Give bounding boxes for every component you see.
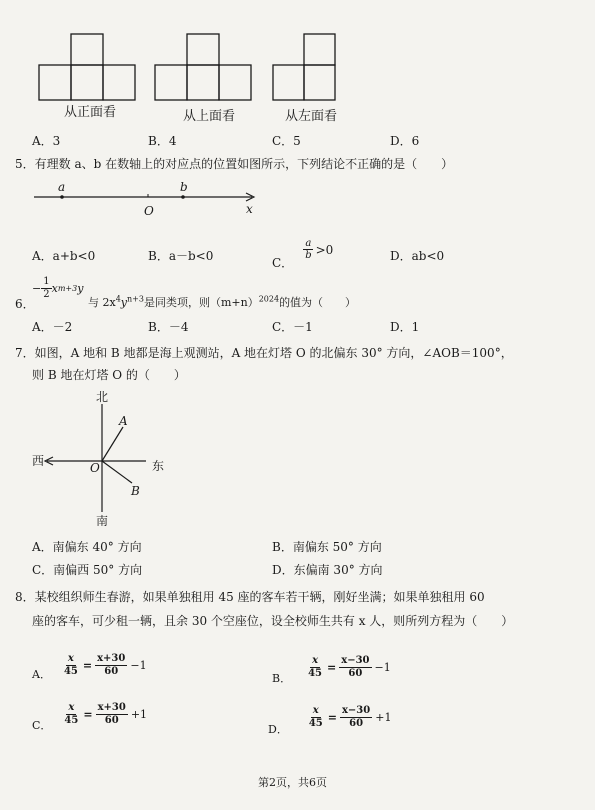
q8-option-b[interactable]: B． $\frac{x}{45}$ = $\frac{x-30}{60}$ −1 — [272, 655, 391, 685]
top-view-figure — [155, 34, 251, 100]
q6-monomial-1: − $\frac{1}{2}$ x m+3 y — [32, 276, 84, 300]
south-label: 南 — [96, 514, 109, 528]
a-label: A — [119, 414, 128, 428]
q5-c-fraction: $\frac{a}{b}$ — [305, 237, 312, 261]
origin-label: O — [144, 204, 154, 218]
q6-option-b[interactable]: B．－4 — [148, 320, 189, 334]
q4-view-figures — [0, 0, 595, 110]
b-label: B — [131, 484, 140, 498]
north-label: 北 — [96, 390, 109, 404]
q5-c-suffix: >0 — [315, 242, 334, 257]
q4-option-a[interactable]: A．3 — [32, 134, 61, 148]
q6-number: 6． — [15, 297, 35, 311]
q8-option-a[interactable]: A． $\frac{x}{45}$ = $\frac{x+30}{60}$ −1 — [32, 653, 147, 681]
point-b-label: b — [180, 180, 188, 194]
front-view-figure — [39, 34, 135, 100]
q6-option-a[interactable]: A．－2 — [32, 320, 73, 334]
west-label: 西 — [32, 454, 45, 468]
top-view-caption: 从上面看 — [183, 109, 236, 124]
q5-c-label: C． — [272, 256, 294, 270]
q7-stem-line1: 7．如图，A 地和 B 地都是海上观测站，A 地在灯塔 O 的北偏东 30° 方向，∠AOB＝100°， — [15, 346, 513, 360]
q8-stem-line2: 座的客车，可少租一辆，且余 30 个空座位，设全校师生共有 x 人，则所列方程为（ ） — [32, 614, 514, 628]
left-view-caption: 从左面看 — [285, 109, 338, 124]
front-view-caption: 从正面看 — [64, 105, 117, 120]
q4-option-b[interactable]: B．4 — [148, 134, 177, 148]
q5-option-a[interactable]: A．a+b<0 — [32, 249, 96, 263]
east-label: 东 — [152, 459, 165, 473]
q7-option-a[interactable]: A．南偏东 40° 方向 — [32, 540, 142, 554]
q5-option-c[interactable] — [272, 228, 333, 271]
q4-option-d[interactable]: D．6 — [390, 134, 420, 148]
q8-stem-line1: 8．某校组织师生春游，如果单独租用 45 座的客车若干辆，刚好坐满；如果单独租用 60 — [15, 590, 485, 604]
point-a-label: a — [58, 180, 66, 194]
page-footer: 第2页，共6页 — [258, 776, 327, 789]
axis-x-label: x — [246, 202, 253, 216]
q6-option-d[interactable]: D．1 — [390, 320, 420, 334]
q8-option-d[interactable]: D． $\frac{x}{45}$ = $\frac{x-30}{60}$ +1 — [268, 705, 392, 736]
q4-option-c[interactable]: C．5 — [272, 134, 301, 148]
q5-option-b[interactable]: B．a－b<0 — [148, 249, 214, 263]
left-view-figure — [273, 34, 335, 100]
o-label: O — [90, 461, 100, 475]
q5-option-d[interactable]: D．ab<0 — [390, 249, 445, 263]
q7-stem-line2: 则 B 地在灯塔 O 的（ ） — [32, 368, 186, 382]
q6-option-c[interactable]: C．－1 — [272, 320, 313, 334]
q7-option-c[interactable]: C．南偏西 50° 方向 — [32, 563, 143, 577]
q5-number-line — [0, 180, 595, 220]
q8-option-c[interactable]: C． $\frac{x}{45}$ = $\frac{x+30}{60}$ +1 — [32, 702, 148, 732]
q7-option-b[interactable]: B．南偏东 50° 方向 — [272, 540, 382, 554]
q7-option-d[interactable]: D．东偏南 30° 方向 — [272, 563, 383, 577]
q6-stem: 与 $2x^4y^{n+3}$是同类项，则$(m+n)^{2024}$的值为（ ） — [88, 294, 357, 309]
q5-stem: 5．有理数 a、b 在数轴上的对应点的位置如图所示，下列结论不正确的是（ ） — [15, 157, 454, 171]
